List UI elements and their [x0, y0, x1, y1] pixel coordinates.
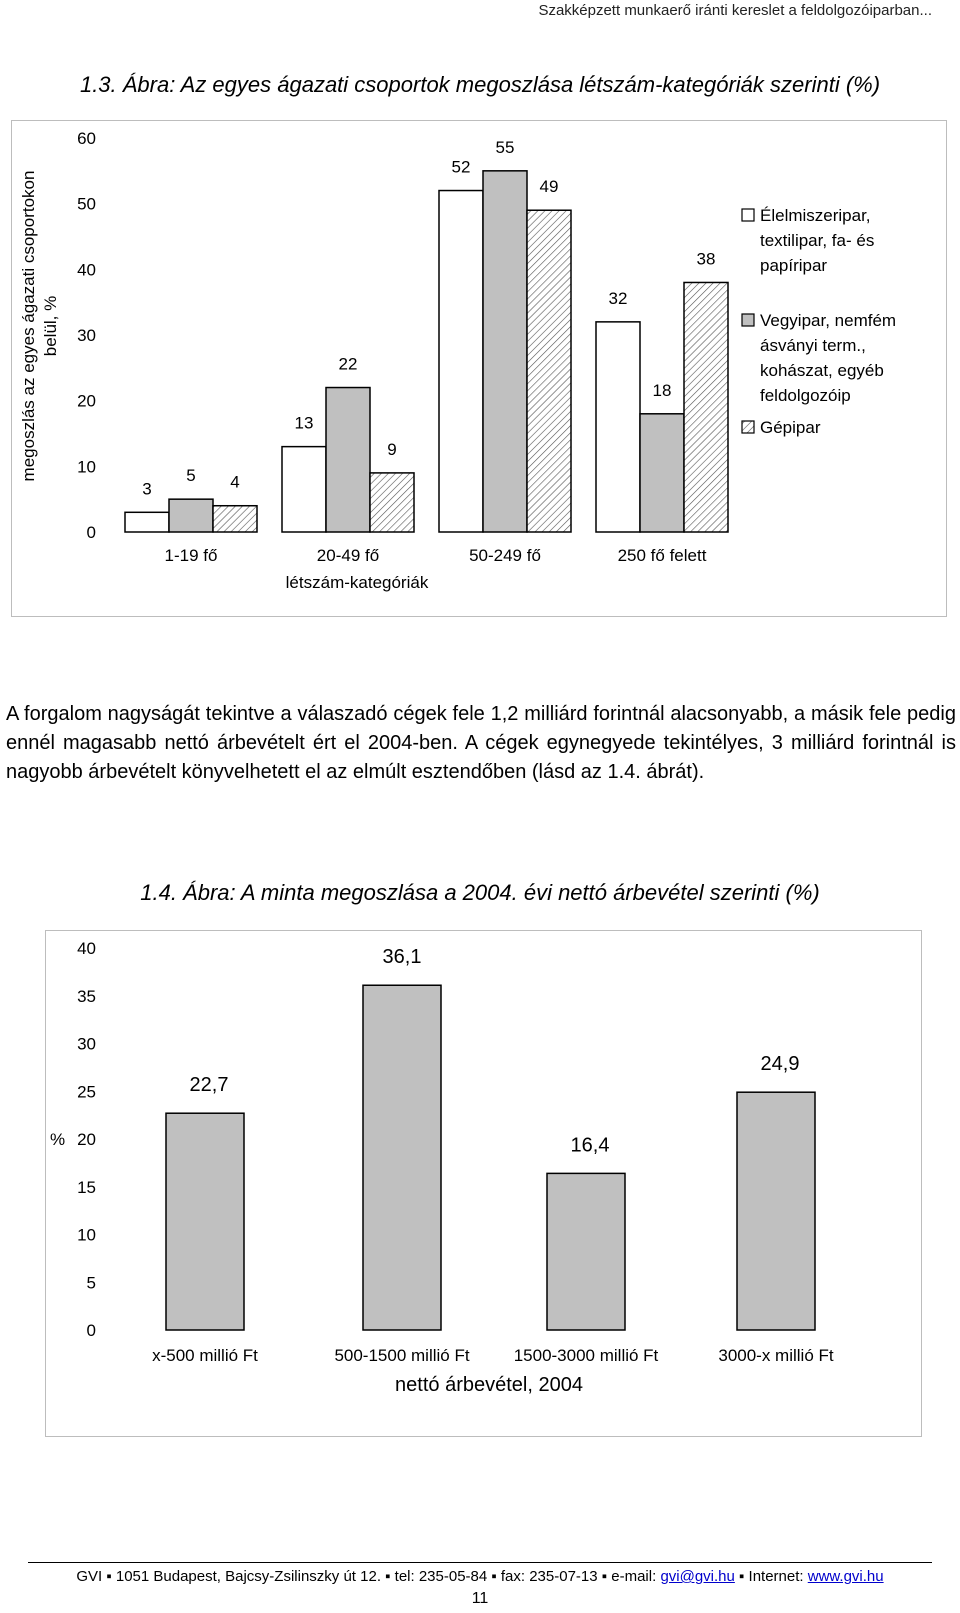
bar-value-label: 5: [186, 466, 196, 486]
bar-value-label: 24,9: [760, 1053, 800, 1076]
bar-value-label: 55: [495, 137, 515, 157]
y-axis-label: [19, 171, 60, 482]
x-axis-label: nettó árbevétel, 2004: [395, 1374, 583, 1396]
legend-label: kohászat, egyéb: [760, 361, 884, 380]
bar: [596, 322, 640, 532]
bar: [684, 282, 728, 532]
chart-2-box: [45, 930, 922, 1437]
bar: [363, 985, 441, 1330]
page-number: 11: [471, 1590, 489, 1607]
y-tick-label: 35: [77, 986, 96, 1006]
bar: [737, 1092, 815, 1330]
legend-label: Gépipar: [760, 418, 821, 437]
bar-value-label: 22,7: [189, 1074, 229, 1097]
bar-value-label: 36,1: [382, 946, 422, 969]
bar-value-label: 22: [338, 354, 358, 374]
footer-web-link[interactable]: www.gvi.hu: [807, 1568, 884, 1585]
bar: [282, 447, 326, 532]
y-axis-label-line: belül, %: [41, 295, 60, 357]
y-tick-label: 20: [77, 1130, 96, 1149]
bar: [527, 210, 571, 532]
body-paragraph: A forgalom nagyságát tekintve a válaszadó cégek fele 1,2 milliárd forintnál alacsonyabb, a másik fele pedig ennél magasabb nettó árbevételt ért el 2004-ben. A cégek egynegyede tekintélyes, 3 milliárd forintnál is nagyobb árbevételt könyvelhetett el az elmúlt esztendőben (lásd az 1.4. ábrát).: [6, 703, 956, 783]
y-axis-label: %: [50, 1130, 66, 1149]
bar-value-label: 4: [230, 472, 240, 492]
x-category-label: 500-1500 millió Ft: [334, 1346, 470, 1365]
bar: [169, 499, 213, 532]
x-category-label: 50-249 fő: [469, 546, 541, 565]
bar-value-label: 52: [451, 157, 471, 177]
y-tick-label: 30: [77, 1034, 96, 1054]
chart-1-box: [11, 120, 947, 617]
bar: [640, 414, 684, 532]
bar-value-label: 38: [696, 249, 716, 269]
bar-value-label: 32: [608, 288, 628, 308]
legend-swatch: [742, 209, 754, 221]
x-category-label: 20-49 fő: [316, 546, 380, 565]
footer-divider: [28, 1562, 932, 1563]
y-axis-label-line: megoszlás az egyes ágazati csoportokon: [19, 170, 38, 482]
bar: [547, 1173, 625, 1330]
y-tick-label: 40: [77, 939, 96, 958]
y-tick-label: 0: [86, 523, 96, 542]
chart-2-svg: [46, 931, 921, 1436]
y-tick-label: 15: [77, 1177, 96, 1197]
y-tick-label: 10: [77, 1225, 96, 1245]
chart-1-svg: [12, 121, 946, 616]
x-category-label: 1500-3000 millió Ft: [513, 1346, 659, 1365]
y-tick-label: 30: [77, 326, 96, 345]
y-tick-label: 25: [77, 1082, 96, 1102]
legend-label: Vegyipar, nemfém: [760, 311, 897, 330]
legend-swatch: [742, 314, 754, 326]
x-category-label: 3000-x millió Ft: [718, 1346, 834, 1365]
y-tick-label: 5: [86, 1273, 96, 1293]
bar: [370, 473, 414, 532]
x-category-label: x-500 millió Ft: [152, 1346, 258, 1365]
y-tick-label: 20: [77, 391, 96, 411]
figure-2-title: 1.4. Ábra: A minta megoszlása a 2004. évi nettó árbevétel szerinti (%): [140, 880, 820, 905]
footer-address: GVI ▪ 1051 Budapest, Bajcsy-Zsilinszky út 12. ▪ tel: 235-05-84 ▪ fax: 235-07-13 ▪ e-mail:: [76, 1568, 661, 1585]
bar: [326, 388, 370, 532]
footer-email-link[interactable]: gvi@gvi.hu: [660, 1568, 735, 1585]
y-tick-label: 0: [86, 1321, 96, 1340]
x-axis-label: létszám-kategóriák: [285, 573, 429, 592]
legend-label: ásványi term.,: [760, 336, 866, 355]
legend-label: textilipar, fa- és: [760, 231, 875, 250]
bar-value-label: 9: [387, 439, 397, 459]
bar: [439, 191, 483, 532]
y-tick-label: 40: [77, 260, 96, 280]
legend-label: papíripar: [760, 256, 828, 275]
running-header: Szakképzett munkaerő iránti kereslet a feldolgozóiparban...: [538, 2, 932, 19]
bar: [483, 171, 527, 532]
bar-value-label: 18: [652, 380, 672, 400]
y-tick-label: 50: [77, 194, 96, 214]
bar: [125, 512, 169, 532]
y-tick-label: 10: [77, 457, 96, 477]
legend-swatch: [742, 421, 754, 433]
x-category-label: 250 fő felett: [617, 546, 707, 565]
bar: [213, 506, 257, 532]
bar-value-label: 13: [294, 413, 314, 433]
y-tick-label: 60: [77, 129, 96, 148]
legend-label: feldolgozóip: [760, 386, 851, 405]
footer: [0, 1568, 960, 1585]
footer-internet-label: ▪ Internet:: [734, 1568, 808, 1585]
figure-1-title: 1.3. Ábra: Az egyes ágazati csoportok megoszlása létszám-kategóriák szerinti (%): [79, 72, 881, 97]
bar-value-label: 16,4: [570, 1134, 610, 1157]
legend-label: Élelmiszeripar,: [760, 206, 871, 225]
x-category-label: 1-19 fő: [164, 546, 218, 565]
bar-value-label: 49: [539, 177, 559, 197]
bar-value-label: 3: [142, 479, 152, 499]
bar: [166, 1113, 244, 1330]
